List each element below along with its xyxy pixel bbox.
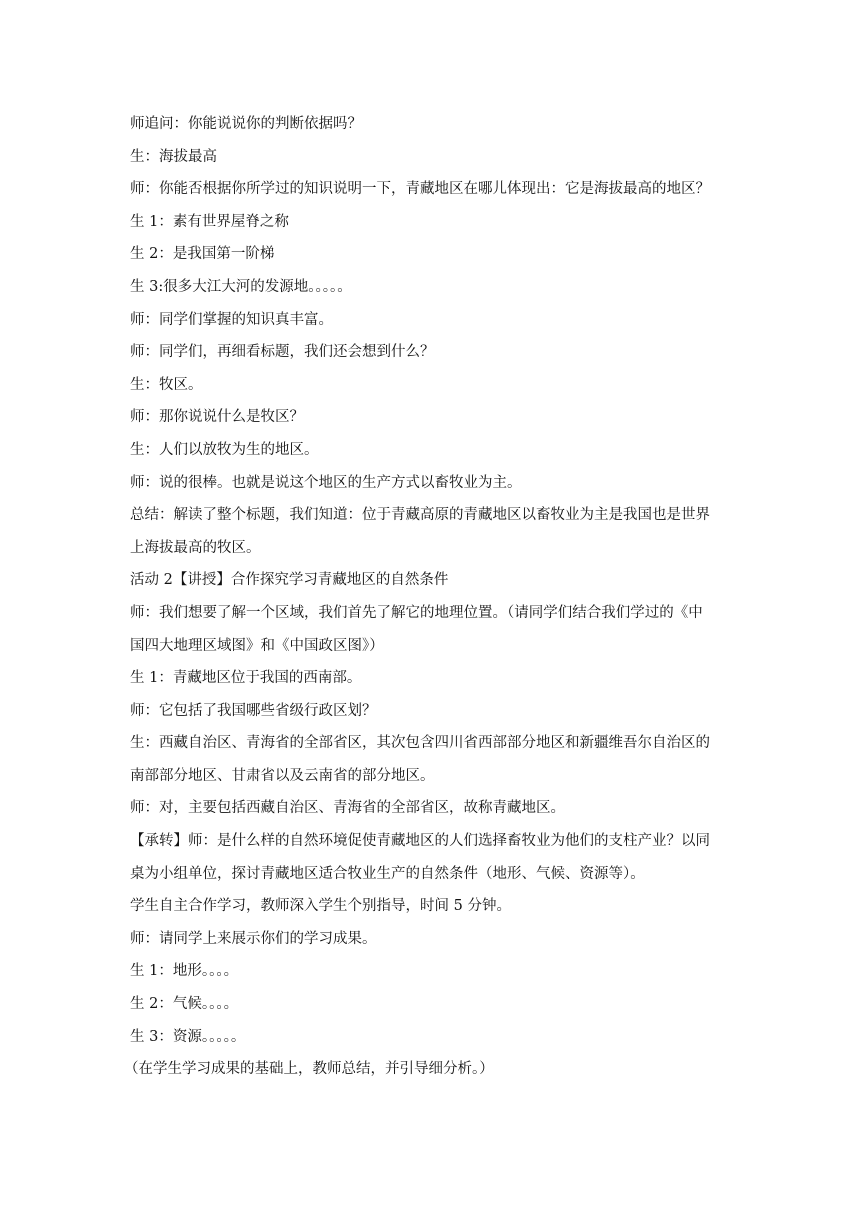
text-line: 师追问：你能说说你的判断依据吗？ — [130, 116, 362, 132]
text-line: 师：同学们掌握的知识真丰富。 — [130, 311, 333, 328]
text-line: 师：说的很棒。也就是说这个地区的生产方式以畜牧业为主。 — [130, 474, 522, 491]
text-line: 生 3：资源。。。。。 — [130, 1028, 246, 1045]
text-line: 生 1：地形。。。。 — [130, 963, 239, 980]
text-line: 生：人们以放牧为生的地区。 — [130, 441, 319, 458]
document-body — [124, 108, 730, 1086]
text-line: 桌为小组单位，探讨青藏地区适合牧业生产的自然条件（地形、气候、资源等）。 — [130, 865, 645, 882]
text-line: 南部部分地区、甘肃省以及云南省的部分地区。 — [130, 767, 435, 784]
text-line: 生 2：是我国第一阶梯 — [130, 246, 275, 263]
text-line: 生 1：素有世界屋脊之称 — [130, 213, 289, 230]
text-line: 【承转】师：是什么样的自然环境促使青藏地区的人们选择畜牧业为他们的支柱产业？以同 — [130, 833, 710, 850]
text-line: 师：同学们，再细看标题，我们还会想到什么？ — [130, 344, 435, 361]
text-line: 师：请同学上来展示你们的学习成果。 — [130, 930, 377, 947]
text-line: 总结：解读了整个标题，我们知道：位于青藏高原的青藏地区以畜牧业为主是我国也是世界 — [130, 507, 710, 524]
text-line: 生 3:很多大江大河的发源地。。。。。 — [130, 278, 352, 295]
text-line: （在学生学习成果的基础上，教师总结，并引导细分析。） — [124, 1061, 494, 1078]
text-line: 生：西藏自治区、青海省的全部省区，其次包含四川省西部部分地区和新疆维吾尔自治区的 — [130, 735, 710, 752]
text-line: 师：我们想要了解一个区域，我们首先了解它的地理位置。（请同学们结合我们学过的《中 — [130, 604, 703, 621]
text-line: 生 1：青藏地区位于我国的西南部。 — [130, 670, 362, 687]
text-line: 师：它包括了我国哪些省级行政区划？ — [130, 702, 377, 719]
text-line: 师：对，主要包括西藏自治区、青海省的全部省区，故称青藏地区。 — [130, 800, 565, 817]
text-line: 生 2：气候。。。。 — [130, 996, 239, 1013]
text-line: 生：牧区。 — [130, 376, 203, 393]
text-line: 生：海拔最高 — [130, 148, 217, 165]
text-line: 上海拔最高的牧区。 — [130, 539, 261, 556]
text-line: 学生自主合作学习，教师深入学生个别指导，时间 5 分钟。 — [130, 898, 511, 915]
section-heading: 活动 2【讲授】合作探究学习青藏地区的自然条件 — [130, 572, 449, 589]
text-line: 国四大地理区域图》和《中国政区图》） — [130, 637, 384, 654]
text-line: 师：那你说说什么是牧区？ — [130, 409, 304, 426]
text-line: 师：你能否根据你所学过的知识说明一下，青藏地区在哪儿体现出：它是海拔最高的地区？ — [130, 181, 710, 198]
